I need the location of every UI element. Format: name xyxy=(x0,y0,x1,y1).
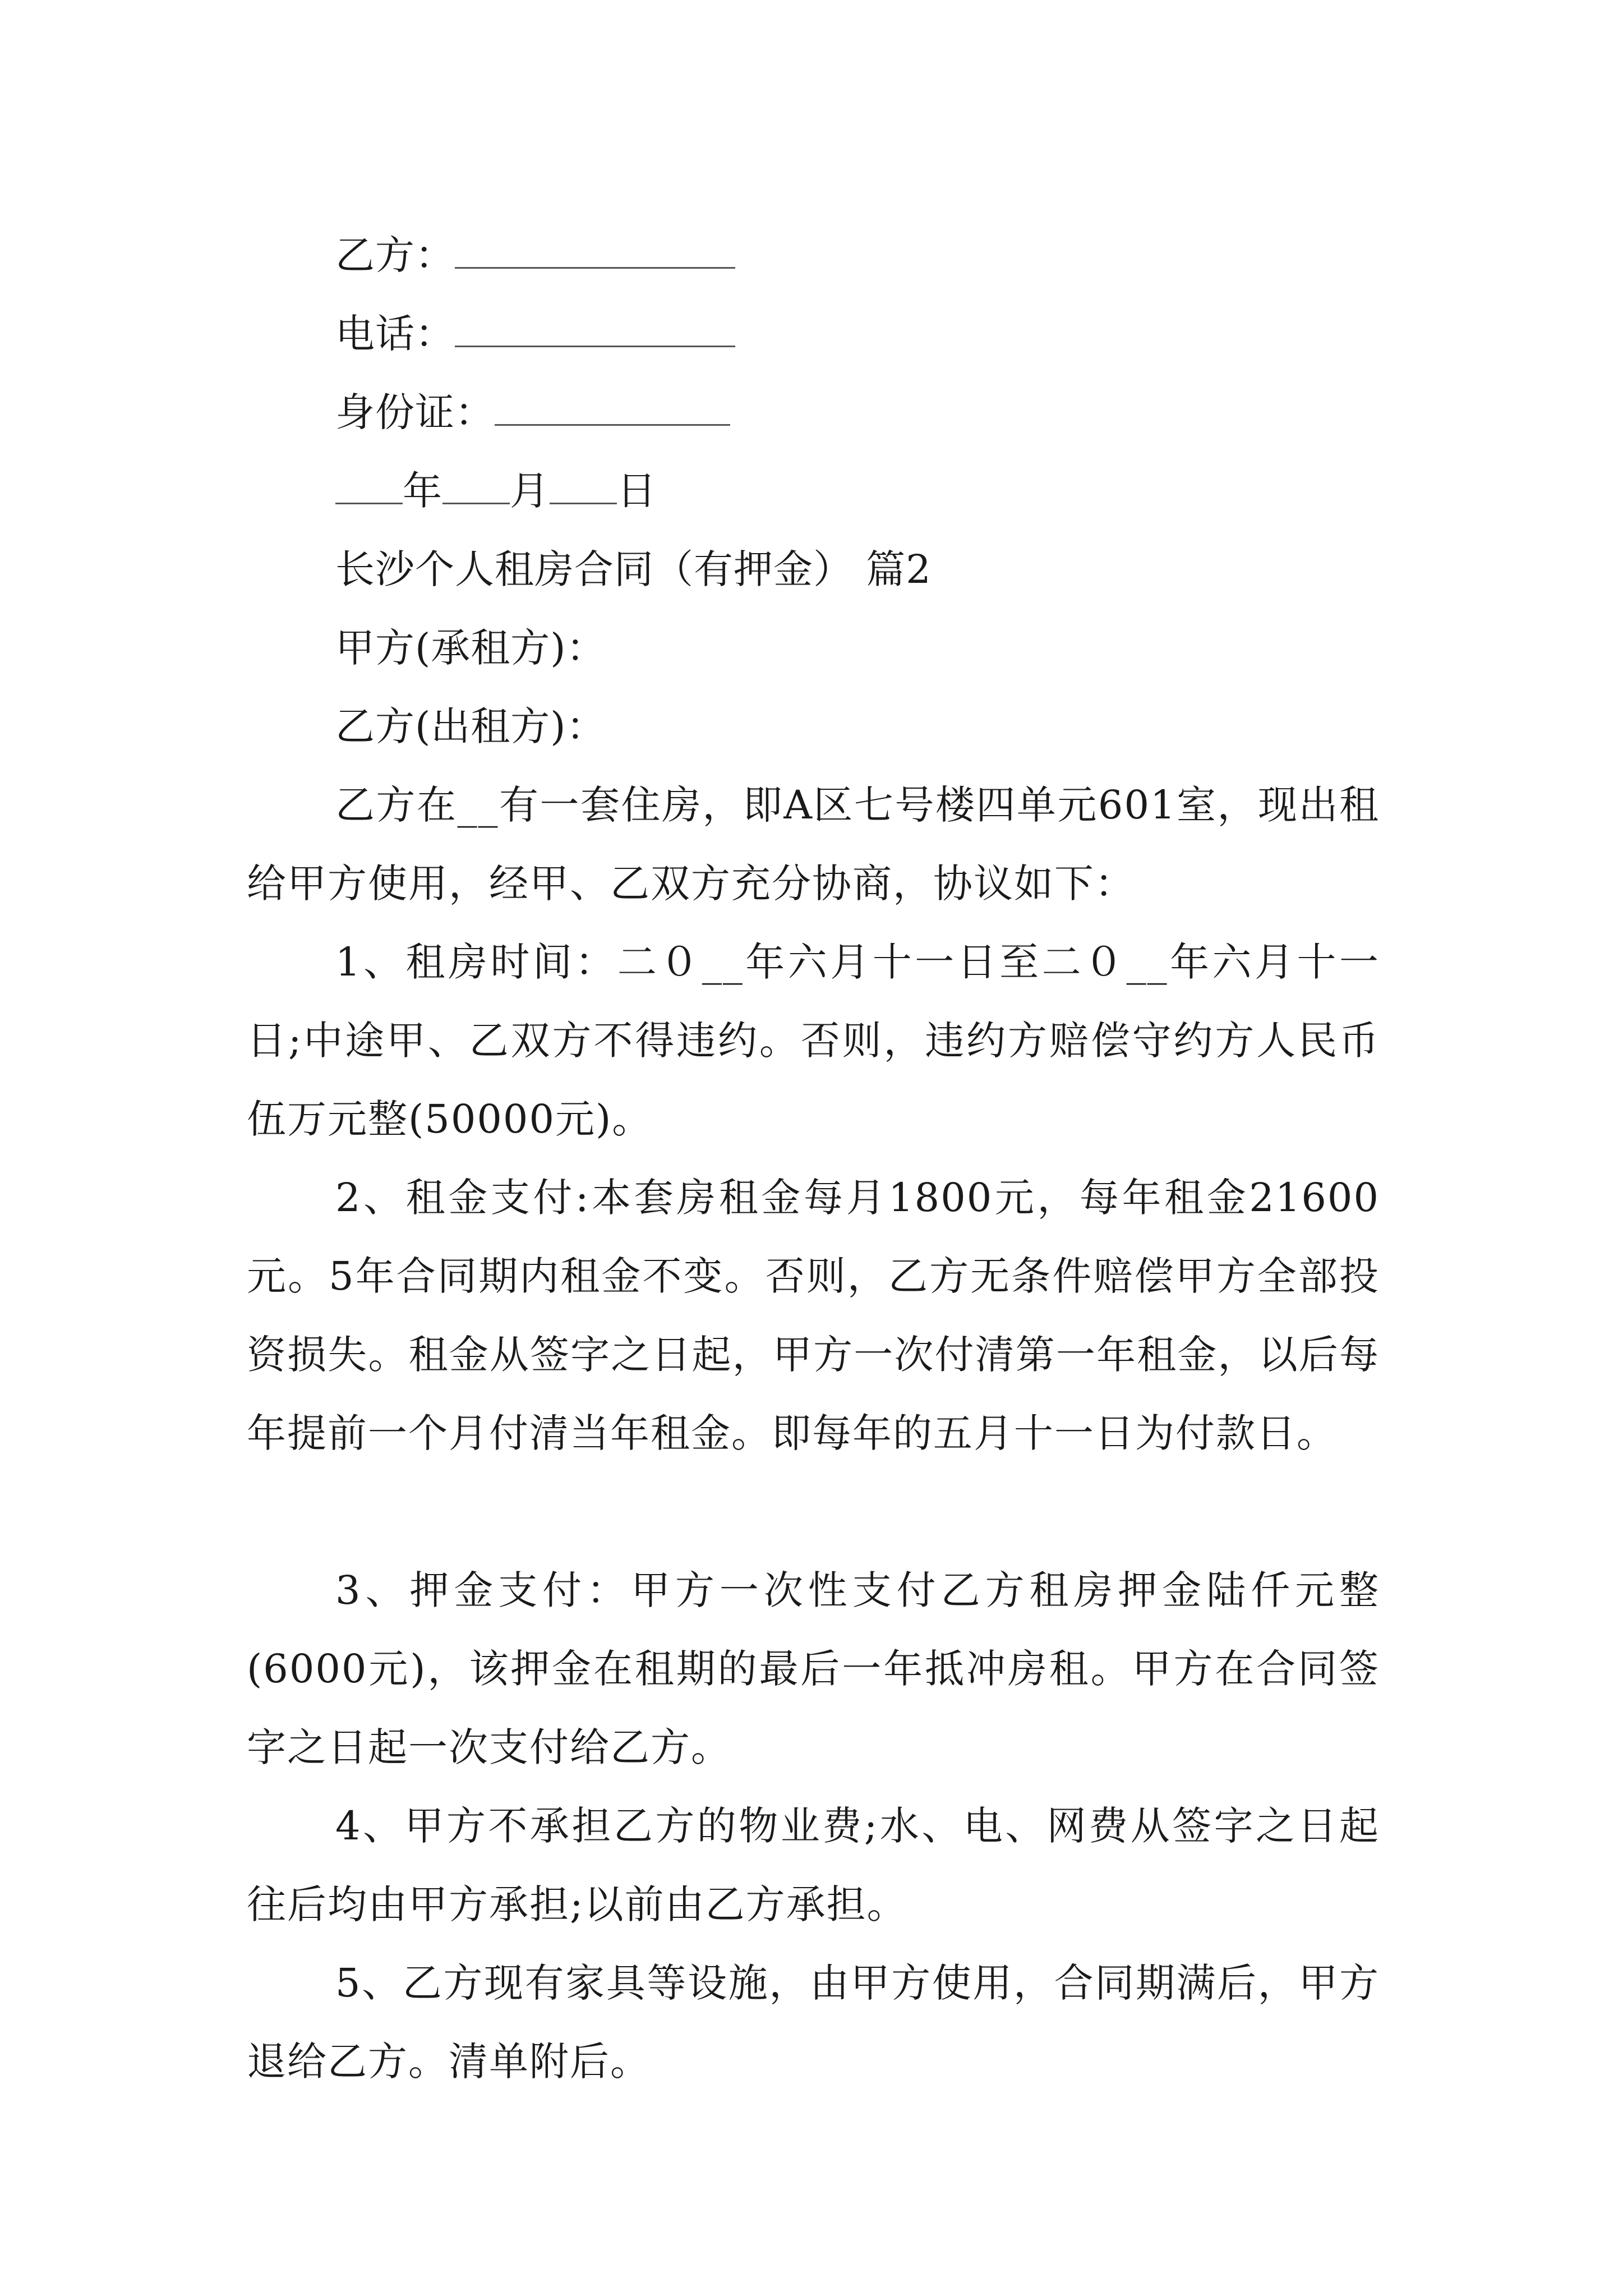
year-blank xyxy=(335,468,403,504)
paragraph-clause-5: 5、乙方现有家具等设施，由甲方使用，合同期满后，甲方退给乙方。清单附后。 xyxy=(247,1960,1380,2085)
date-line xyxy=(335,452,657,530)
party-b-blank xyxy=(455,232,735,269)
party-a-heading: 甲方(承租方)： xyxy=(335,625,606,671)
paragraph-clause-1: 1、租房时间：二０__年六月十一日至二０__年六月十一日;中途甲、乙双方不得违约。否则，违约方赔偿守约方人民币伍万元整(50000元)。 xyxy=(247,939,1380,1142)
id-label: 身份证： xyxy=(335,389,495,435)
party-b-heading: 乙方(出租方)： xyxy=(335,703,606,749)
id-blank xyxy=(495,389,730,426)
day-blank xyxy=(550,468,617,504)
month-blank xyxy=(442,468,510,504)
party-b-signature-line xyxy=(335,216,735,295)
day-label: 日 xyxy=(617,468,657,514)
id-signature-line xyxy=(335,373,730,452)
phone-blank xyxy=(455,311,735,347)
section-title: 长沙个人租房合同（有押金） 篇2 xyxy=(335,546,932,592)
phone-label: 电话： xyxy=(335,311,455,357)
paragraph-intro: 乙方在__有一套住房，即A区七号楼四单元601室，现出租给甲方使用，经甲、乙双方充分协商，协议如下： xyxy=(247,782,1380,907)
paragraph-clause-2: 2、租金支付:本套房租金每月1800元，每年租金21600元。5年合同期内租金不变。否则，乙方无条件赔偿甲方全部投资损失。租金从签字之日起，甲方一次付清第一年租金，以后每年提前一个月付清当年租金。即每年的五月十一日为付款日。 xyxy=(247,1175,1380,1456)
month-label: 月 xyxy=(510,468,550,514)
paragraph-clause-4: 4、甲方不承担乙方的物业费;水、电、网费从签字之日起往后均由甲方承担;以前由乙方承担。 xyxy=(247,1803,1380,1927)
paragraph-clause-3: 3、押金支付：甲方一次性支付乙方租房押金陆仟元整(6000元)，该押金在租期的最后一年抵冲房租。甲方在合同签字之日起一次支付给乙方。 xyxy=(247,1567,1380,1770)
year-label: 年 xyxy=(403,468,442,514)
party-b-label: 乙方： xyxy=(335,232,455,278)
phone-signature-line xyxy=(335,295,735,373)
